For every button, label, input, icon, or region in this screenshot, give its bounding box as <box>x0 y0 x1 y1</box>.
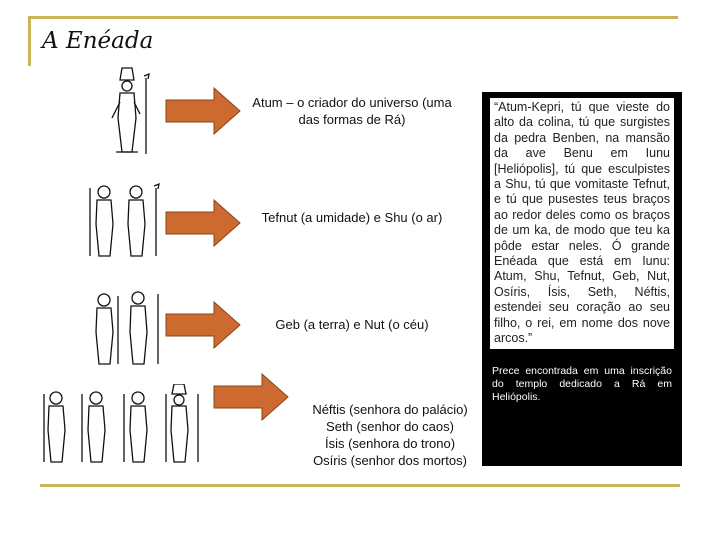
deity-figure-icon <box>102 66 158 158</box>
label-line: das formas de Rá) <box>298 112 406 127</box>
slide-title: A Enéada <box>42 28 154 54</box>
label-line: Atum – o criador do universo (uma <box>252 95 452 110</box>
row-label-tefnut-shu <box>242 209 462 226</box>
frame-left-border <box>28 16 31 66</box>
arrow-right-icon <box>212 372 292 422</box>
label-line: Geb (a terra) e Nut (o céu) <box>275 317 429 332</box>
deity-figure-icon <box>86 178 168 260</box>
label-line: Ísis (senhora do trono) <box>324 436 456 451</box>
arrow-right-icon <box>164 300 244 350</box>
quote-caption: Prece encontrada em uma inscrição do templo dedicado a Rá em Heliópolis. <box>492 364 672 403</box>
quote-panel <box>482 92 682 466</box>
deity-figure-icon <box>40 384 210 466</box>
deity-figure-icon <box>86 286 168 368</box>
label-line: Néftis (senhora do palácio) <box>312 402 468 417</box>
frame-top-border <box>28 16 678 19</box>
row-label-geb-nut <box>242 316 462 333</box>
label-line: Osíris (senhor dos mortos) <box>313 453 467 468</box>
arrow-right-icon <box>164 198 244 248</box>
frame-bottom-border <box>40 484 680 487</box>
label-line: Tefnut (a umidade) e Shu (o ar) <box>261 210 443 225</box>
row-label-atum <box>242 94 462 128</box>
quote-text: “Atum-Kepri, tú que vieste do alto da colina, tú que surgistes da pedra Benben, na mansão da ave Benu em Iunu [Heliópolis], tú que esculpistes a Shu, tú que vomitaste Tefnut, e tú que pusestes teus braços ao redor deles como os braços de um ka, de modo que teu ka pôde estar neles. Ó grande Enéada que está em Iunu: Atum, Shu, Tefnut, Geb, Nut, Osíris, Ísis, Seth, Néftis, estendei seu coração ao seu filho, o rei, em nome dos nove arcos.” <box>490 98 674 349</box>
row-label-osiris-family <box>292 401 488 469</box>
label-line: Seth (senhor do caos) <box>326 419 454 434</box>
arrow-right-icon <box>164 86 244 136</box>
